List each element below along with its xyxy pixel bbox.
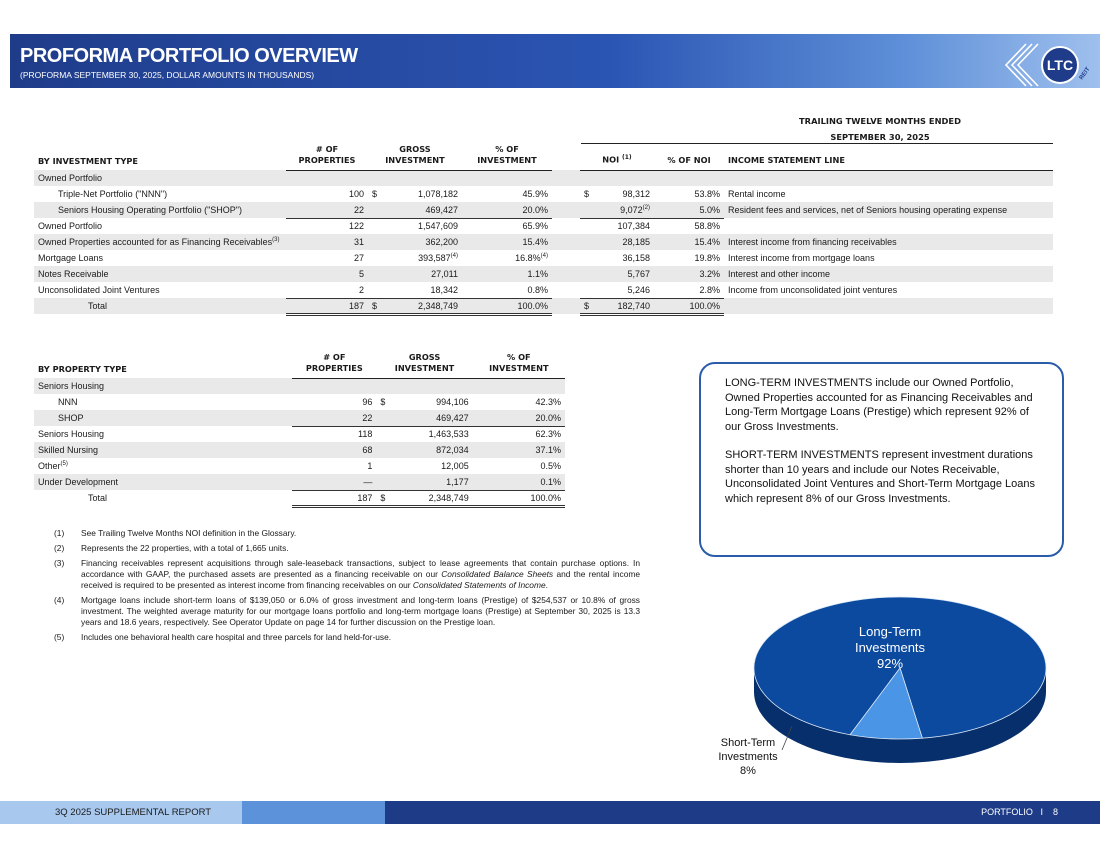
pct-investment-cell: 100.0%: [462, 298, 552, 314]
spacer-cell: [552, 282, 580, 298]
table-row: [34, 426, 565, 442]
short-term-description: SHORT-TERM INVESTMENTS represent investment durations shorter than 10 years and include our Notes Receivable, Unconsolidated Joint Ventures and Short-Term Mortgage Loans which represent 8% of our Gross Investments.: [725, 449, 1036, 505]
properties-cell: —: [292, 474, 376, 490]
logo-text: LTC: [1046, 57, 1074, 73]
pct-investment-cell: 37.1%: [473, 442, 565, 458]
noi-cell: [580, 170, 654, 186]
properties-cell: 122: [348, 221, 364, 232]
footer-separator: I: [1040, 807, 1043, 817]
income-statement-line-cell: Interest and other income: [724, 266, 1053, 282]
table-row: [34, 218, 1053, 234]
row-label: Seniors Housing: [38, 429, 105, 439]
pct-investment-cell: 20.0%: [462, 202, 552, 218]
spacer-cell: [552, 170, 580, 186]
table-row: [34, 234, 1053, 250]
gross-investment-cell: 12,005: [441, 461, 469, 471]
properties-cell: 96: [362, 397, 373, 407]
gross-investment-cell: 1,463,533: [428, 429, 469, 440]
footer-bar: [0, 801, 1100, 824]
table-row: [34, 282, 1053, 298]
pct-noi-cell: 15.4%: [654, 234, 724, 250]
noi-cell: 9,072$^{(2)}$: [580, 202, 654, 218]
header-pct-investment: % OF INVESTMENT: [473, 348, 565, 378]
gross-investment-cell: 469,427: [376, 410, 472, 426]
ttm-header: TRAILING TWELVE MONTHS ENDED SEPTEMBER 30, 2025: [799, 116, 961, 142]
gross-investment-cell: 1,177: [376, 474, 472, 490]
properties-cell: 31: [286, 234, 368, 250]
row-label: Under Development: [34, 474, 292, 490]
section-name: PORTFOLIO: [981, 807, 1033, 817]
pct-investment-cell: [462, 170, 552, 186]
properties-cell: [286, 170, 368, 186]
row-label: SHOP: [34, 410, 292, 426]
row-label: Other$^{(5)}$: [38, 461, 68, 471]
pct-noi-cell: 58.8%: [694, 221, 720, 232]
gross-investment-cell: $ 1,078,182: [372, 189, 458, 199]
pct-noi-cell: 3.2%: [654, 266, 724, 282]
income-statement-line-cell: [724, 170, 1053, 186]
table-row: [34, 298, 1053, 314]
row-label: Notes Receivable: [34, 266, 286, 282]
spacer-cell: [552, 266, 580, 282]
noi-cell: 36,158: [622, 253, 650, 263]
footnote: (1) See Trailing Twelve Months NOI definition in the Glossary.: [54, 528, 297, 538]
row-label: Seniors Housing Operating Portfolio ("SHOP"): [34, 202, 286, 218]
table-row: [34, 170, 1053, 186]
properties-cell: 5: [286, 266, 368, 282]
table-row: [34, 250, 1053, 266]
noi-cell: 107,384: [617, 221, 650, 232]
properties-cell: 22: [286, 202, 368, 218]
income-statement-line-cell: Rental income: [728, 189, 786, 199]
properties-cell: 100: [348, 189, 364, 199]
row-label: Mortgage Loans: [38, 253, 104, 263]
properties-cell: 187: [292, 490, 376, 506]
header-noi: NOI $^{(1)}$: [580, 140, 654, 170]
pct-investment-cell: 15.4%: [462, 234, 552, 250]
table-row: [34, 490, 565, 506]
income-statement-line-cell: Interest income from financing receivables: [724, 234, 1053, 250]
row-label: Skilled Nursing: [34, 442, 292, 458]
header-pct-noi: % OF NOI: [654, 140, 724, 170]
gross-investment-cell: 1,547,609: [417, 221, 458, 232]
pct-noi-cell: 53.8%: [694, 189, 720, 199]
properties-cell: [292, 378, 376, 394]
row-label: Owned Properties accounted for as Financing Receivables$^{(3)}$: [34, 234, 286, 250]
header-banner: [10, 34, 1100, 88]
footnote: (2) Represents the 22 properties, with a total of 1,665 units.: [54, 543, 289, 553]
footnote: (5) Includes one behavioral health care hospital and three parcels for land held-for-use.: [54, 632, 392, 642]
properties-cell: 27: [353, 253, 364, 263]
page-number: 8: [1052, 807, 1058, 817]
pct-investment-cell: 16.8%$^{(4)}$: [515, 253, 548, 263]
logo-subtext: REIT: [1078, 66, 1092, 82]
header-gross-investment: GROSS INVESTMENT: [368, 140, 462, 170]
header-properties: # OF PROPERTIES: [292, 348, 376, 378]
table-row: [34, 442, 565, 458]
footnotes: [54, 528, 640, 647]
properties-cell: 187: [286, 298, 368, 314]
footnote: (4) Mortgage loans include short-term loans of $139,050 or 6.0% of gross investment and long-term loans (Prestige) of $254,537 or 10.8% of gross investment. The weighted average maturity for our mortgage loans portfolio and long-term mortgage loans (Prestige) at September 30, 2025 is 13.3 years and 18.6 years, respectively. See Operator Update on page 14 for further discussion on the Prestige loan.: [54, 595, 640, 627]
gross-investment-cell: 393,587$^{(4)}$: [418, 253, 458, 263]
header-pct-investment: % OF INVESTMENT: [462, 140, 552, 170]
gross-investment-cell: $ 2,348,749: [376, 490, 472, 506]
pct-investment-cell: 20.0%: [473, 410, 565, 426]
property-type-table: [34, 348, 565, 508]
properties-cell: 118: [358, 429, 373, 440]
page-subtitle: (PROFORMA SEPTEMBER 30, 2025, DOLLAR AMOUNTS IN THOUSANDS): [20, 70, 315, 80]
properties-cell: 22: [292, 410, 376, 426]
pie-label-long-term: Long-Term Investments 92%: [854, 624, 926, 671]
table-row: [34, 410, 565, 426]
pct-investment-cell: 0.5%: [540, 461, 561, 471]
income-statement-line-cell: Interest income from mortgage loans: [728, 253, 875, 263]
table-row: [34, 266, 1053, 282]
page-title: PROFORMA PORTFOLIO OVERVIEW: [20, 45, 358, 67]
pct-noi-cell: 5.0%: [654, 202, 724, 218]
pct-investment-cell: [473, 378, 565, 394]
footnote: (3) Financing receivables represent acquisitions through sale-leaseback transactions, subject to lease agreements that contain purchase options. In accordance with GAAP, the purchased assets are presented as a financing receivable on our Consolidated Balance Sheets and the rental income received is required to be presented as interest income from financing receivables on our Consolidated Statements of Income.: [54, 558, 640, 590]
income-statement-line-cell: [724, 218, 1053, 234]
pct-investment-cell: 62.3%: [535, 429, 561, 440]
row-label: Unconsolidated Joint Ventures: [38, 285, 160, 295]
pct-investment-cell: 0.8%: [462, 282, 552, 298]
spacer-cell: [552, 298, 580, 314]
gross-investment-cell: 27,011: [368, 266, 462, 282]
pct-investment-cell: 45.9%: [522, 189, 548, 199]
gross-investment-cell: [368, 170, 462, 186]
gross-investment-cell: 362,200: [368, 234, 462, 250]
spacer-cell: [552, 218, 580, 234]
properties-cell: 68: [292, 442, 376, 458]
pct-noi-cell: 19.8%: [694, 253, 720, 263]
pct-investment-cell: 0.1%: [473, 474, 565, 490]
table-row: [34, 202, 1053, 218]
report-name: 3Q 2025 SUPPLEMENTAL REPORT: [55, 807, 212, 818]
gross-investment-cell: $ 2,348,749: [368, 298, 462, 314]
row-label: Total: [34, 298, 286, 314]
pct-investment-cell: 65.9%: [522, 221, 548, 232]
row-label: Total: [88, 493, 108, 503]
investment-pie-chart: [720, 580, 1080, 800]
gross-investment-cell: [376, 378, 472, 394]
table-row: [34, 458, 565, 474]
noi-cell: 5,246: [580, 282, 654, 298]
pct-investment-cell: 100.0%: [473, 490, 565, 506]
pct-investment-cell: 42.3%: [535, 397, 561, 407]
row-label: Triple-Net Portfolio ("NNN"): [58, 189, 168, 199]
pct-noi-cell: 2.8%: [654, 282, 724, 298]
pct-noi-cell: 100.0%: [654, 298, 724, 314]
investment-info-box: [699, 362, 1064, 557]
properties-cell: 1: [367, 461, 373, 471]
spacer-cell: [552, 202, 580, 218]
gross-investment-cell: 469,427: [368, 202, 462, 218]
noi-cell: 5,767: [580, 266, 654, 282]
gross-investment-cell: 18,342: [368, 282, 462, 298]
pie-label-short-term: Short-Term Investments 8%: [718, 737, 778, 777]
long-term-description: LONG-TERM INVESTMENTS include our Owned Portfolio, Owned Properties accounted for as Financing Receivables and Long-Term Mortgage Loans (Prestige) which represent 92% of our Gross Investments.: [725, 377, 1033, 433]
pct-noi-cell: [654, 170, 724, 186]
investment-type-table: [34, 140, 1053, 316]
spacer-cell: [552, 250, 580, 266]
properties-cell: 2: [286, 282, 368, 298]
spacer-cell: [552, 234, 580, 250]
table-row: [34, 378, 565, 394]
gross-investment-cell: 872,034: [376, 442, 472, 458]
header-properties: # OF PROPERTIES: [286, 140, 368, 170]
row-label: Seniors Housing: [34, 378, 292, 394]
noi-cell: $ 182,740: [580, 298, 654, 314]
row-label: NNN: [58, 397, 78, 407]
row-label: Owned Portfolio: [38, 221, 103, 231]
table-row: [34, 474, 565, 490]
noi-cell: 28,185: [580, 234, 654, 250]
noi-cell: $ 98,312: [584, 189, 650, 199]
gross-investment-cell: $ 994,106: [380, 397, 469, 407]
header-investment-type: BY INVESTMENT TYPE: [38, 155, 139, 166]
table-row: [34, 394, 565, 410]
income-statement-line-cell: [724, 298, 1053, 314]
header-gross-investment: GROSS INVESTMENT: [376, 348, 472, 378]
income-statement-line-cell: Income from unconsolidated joint ventures: [728, 285, 898, 295]
pct-investment-cell: 1.1%: [462, 266, 552, 282]
spacer-cell: [552, 186, 580, 202]
footer-page-info: [981, 807, 1058, 817]
header-income-statement-line: INCOME STATEMENT LINE: [724, 140, 1053, 170]
income-statement-line-cell: Resident fees and services, net of Seniors housing operating expense: [724, 202, 1053, 218]
ltc-reit-logo: [1002, 42, 1092, 88]
header-property-type: BY PROPERTY TYPE: [38, 363, 127, 374]
row-label: Owned Portfolio: [34, 170, 286, 186]
table-row: [34, 186, 1053, 202]
